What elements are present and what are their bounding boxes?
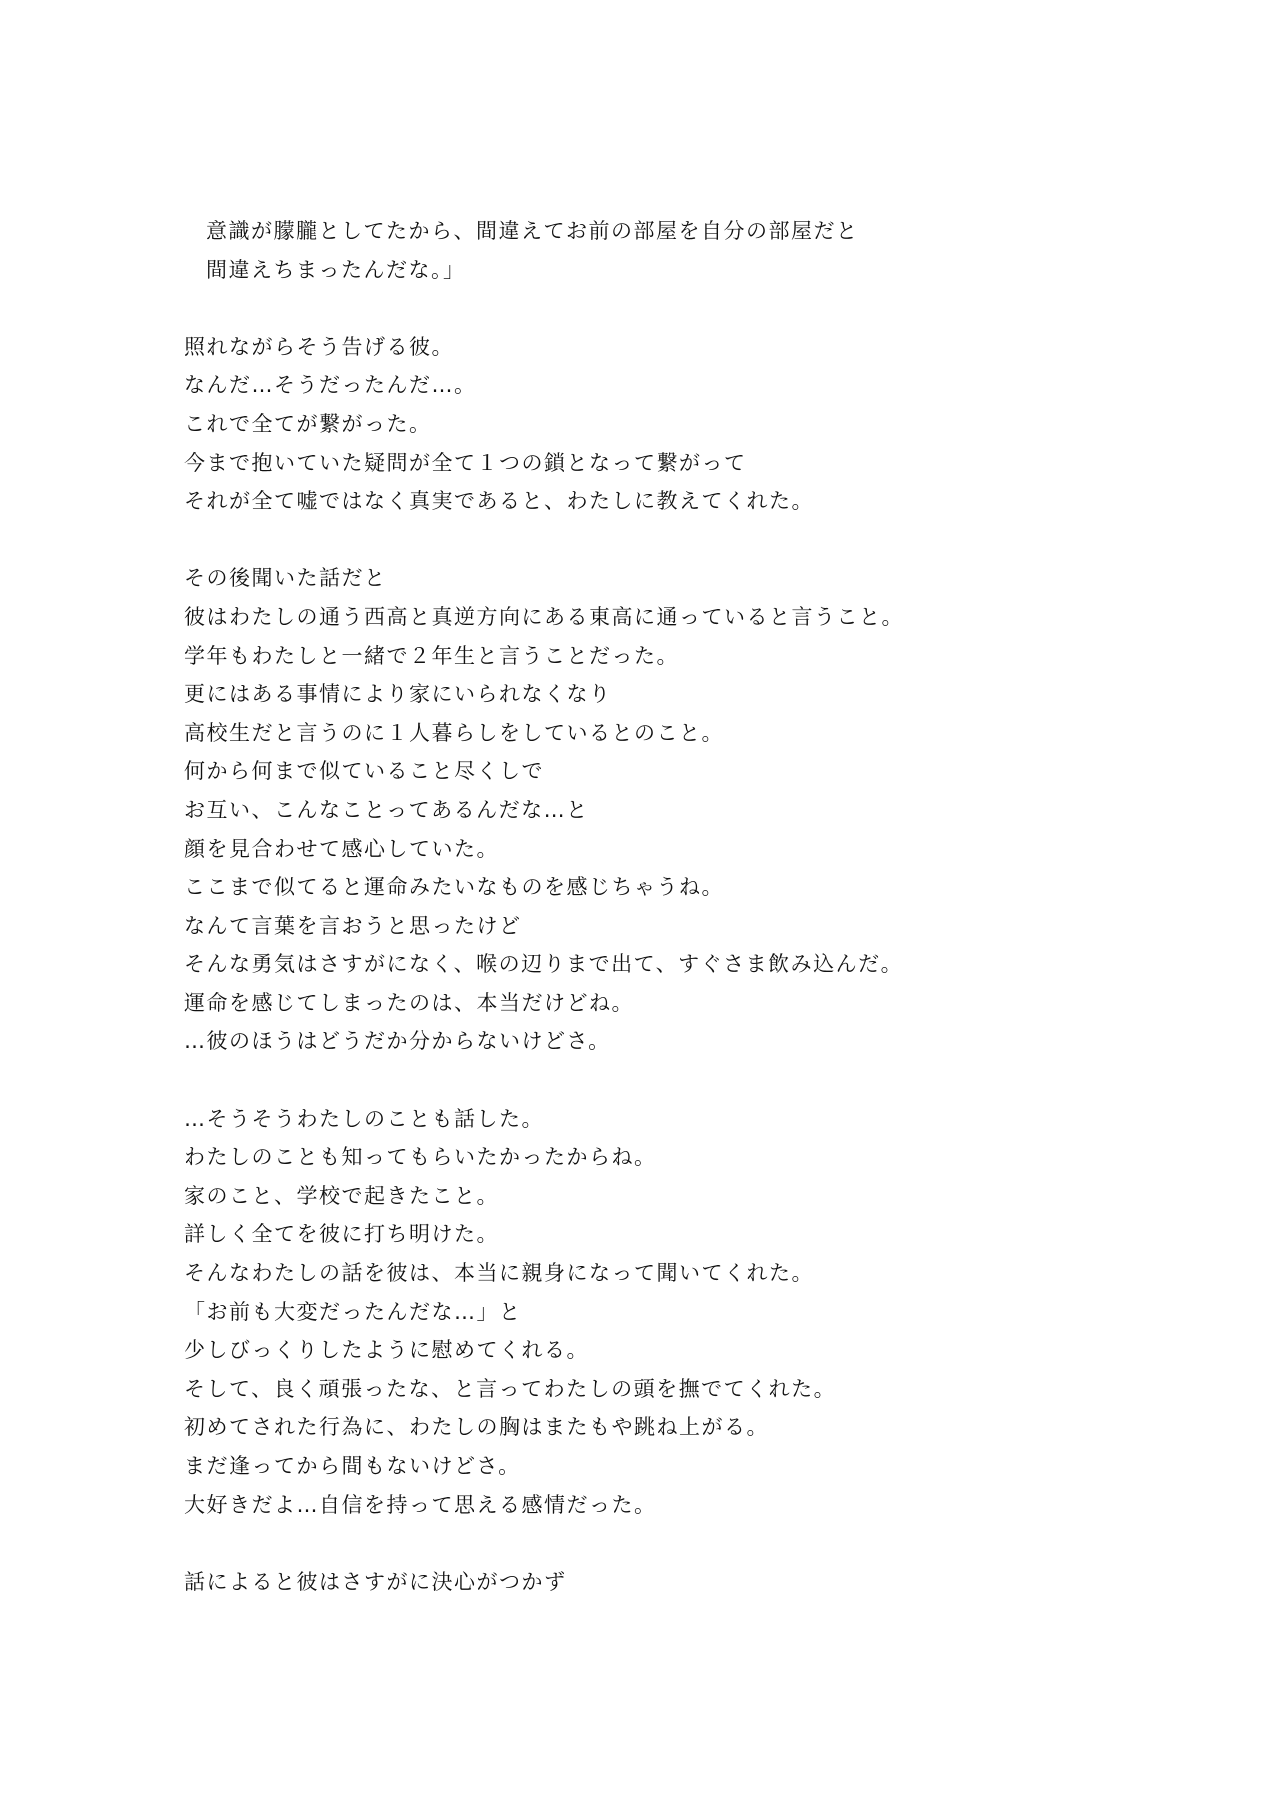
text-line: 意識が朦朧としてたから、間違えてお前の部屋を自分の部屋だと <box>206 219 859 243</box>
text-line: …彼のほうはどうだか分からないけどさ。 <box>184 1029 611 1054</box>
text-line: 家のこと、学校で起きたこと。 <box>184 1183 499 1208</box>
text-line: …そうそうわたしのことも話した。 <box>184 1106 544 1131</box>
text-line: 大好きだよ…自信を持って思える感情だった。 <box>184 1492 657 1517</box>
document-page <box>184 212 1184 1601</box>
text-line: 更にはある事情により家にいられなくなり <box>184 682 612 707</box>
text-line: 初めてされた行為に、わたしの胸はまたもや跳ね上がる。 <box>184 1415 769 1440</box>
text-line: 今まで抱いていた疑問が全て１つの鎖となって繋がって <box>184 450 747 475</box>
text-line: なんだ…そうだったんだ…。 <box>184 373 477 398</box>
text-line: 間違えちまったんだな。」 <box>206 257 466 282</box>
paragraph-gap <box>184 289 1184 328</box>
text-line: これで全てが繋がった。 <box>184 411 432 436</box>
text-line: 照れながらそう告げる彼。 <box>184 334 454 359</box>
text-line: ここまで似てると運命みたいなものを感じちゃうね。 <box>184 875 724 900</box>
text-line: そして、良く頑張ったな、と言ってわたしの頭を撫でてくれた。 <box>184 1376 837 1401</box>
text-line: 運命を感じてしまったのは、本当だけどね。 <box>184 990 634 1015</box>
text-line: 「お前も大変だったんだな…」と <box>184 1299 522 1324</box>
text-line: お互い、こんなことってあるんだな…と <box>184 797 589 822</box>
text-line: 学年もわたしと一緒で２年生と言うことだった。 <box>184 643 679 668</box>
paragraph <box>184 1100 1184 1525</box>
paragraph <box>184 212 1184 289</box>
text-line: まだ逢ってから間もないけどさ。 <box>184 1454 521 1478</box>
paragraph-gap <box>184 1061 1184 1100</box>
paragraph <box>184 559 1184 1061</box>
paragraph <box>184 1563 1184 1602</box>
text-line: わたしのことも知ってもらいたかったからね。 <box>184 1145 657 1170</box>
paragraph-gap <box>184 1524 1184 1563</box>
text-line: 何から何まで似ていること尽くしで <box>184 759 544 784</box>
text-line: 話によると彼はさすがに決心がつかず <box>184 1569 567 1594</box>
text-line: 彼はわたしの通う西高と真逆方向にある東高に通っていると言うこと。 <box>184 604 904 629</box>
paragraph <box>184 328 1184 521</box>
text-line: 高校生だと言うのに１人暮らしをしているとのこと。 <box>184 720 724 745</box>
paragraph-gap <box>184 521 1184 560</box>
text-line: それが全て嘘ではなく真実であると、わたしに教えてくれた。 <box>184 489 814 514</box>
text-line: 顔を見合わせて感心していた。 <box>184 836 499 861</box>
text-line: その後聞いた話だと <box>184 566 387 591</box>
text-line: なんて言葉を言おうと思ったけど <box>184 913 522 938</box>
text-line: 少しびっくりしたように慰めてくれる。 <box>184 1338 589 1363</box>
text-line: そんなわたしの話を彼は、本当に親身になって聞いてくれた。 <box>184 1261 814 1286</box>
text-line: 詳しく全てを彼に打ち明けた。 <box>184 1222 499 1247</box>
text-line: そんな勇気はさすがになく、喉の辺りまで出て、すぐさま飲み込んだ。 <box>184 952 904 977</box>
